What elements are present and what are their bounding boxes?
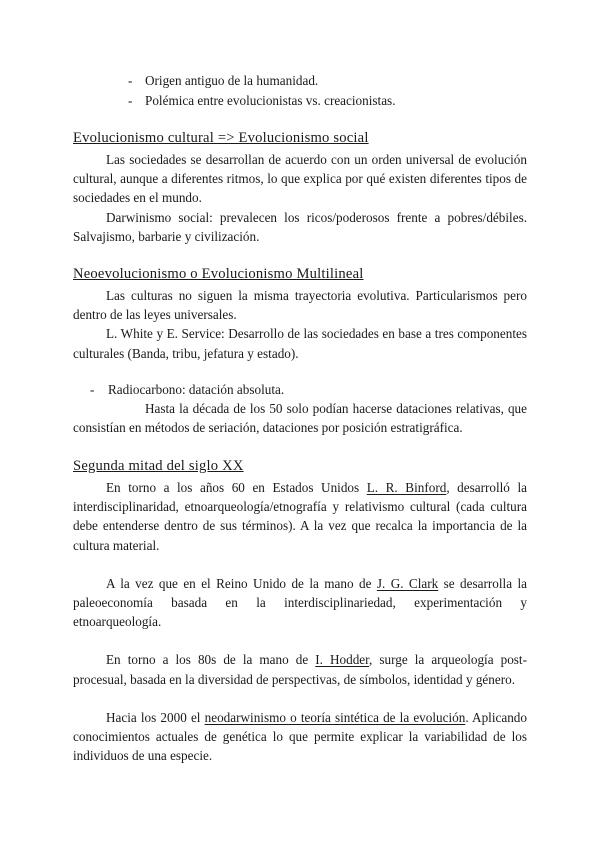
list-item: - Radiocarbono: datación absoluta. <box>73 380 527 399</box>
section-heading: Neoevolucionismo o Evolucionismo Multilineal <box>73 266 364 282</box>
bullet-dash: - <box>128 73 133 88</box>
section-heading: Segunda mitad del siglo XX <box>73 458 244 474</box>
author-link-clark: J. G. Clark <box>376 575 439 591</box>
paragraph: En torno a los 80s de la mano de I. Hodder, surge la arqueología post-procesual, basada en la diversidad de perspectivas, de símbolos, identidad y género. <box>73 652 527 687</box>
section-segunda-mitad <box>73 456 527 765</box>
paragraph: Las sociedades se desarrollan de acuerdo con un orden universal de evolución cultural, aunque a diferentes ritmos, lo que explica por qué existen diferentes tipos de sociedades en el mundo. <box>73 152 527 206</box>
section-evolucionismo-cultural <box>73 128 527 246</box>
list-item: - Origen antiguo de la humanidad. <box>128 71 396 91</box>
author-link-hodder: I. Hodder <box>315 652 370 668</box>
paragraph: Hacia los 2000 el neodarwinismo o teoría sintética de la evolución. Aplicando conocimientos actuales de genética lo que permite explicar la variabilidad de los individuos de una especie. <box>73 709 527 764</box>
paragraph: A la vez que en el Reino Unido de la mano de J. G. Clark se desarrolla la paleoeconomía basada en la interdisciplinariedad, experimentación y etnoarqueología. <box>73 575 527 630</box>
paragraph: En torno a los años 60 en Estados Unidos L. R. Binford, desarrolló la interdisciplinaridad, etnoarqueología/etnografía y relativismo cultural (cada cultura debe entenderse dentro de sus términos). A la vez que recalca la importancia de la cultura material. <box>73 480 527 553</box>
author-link-binford: L. R. Binford <box>366 480 447 495</box>
bullet-dash: - <box>128 93 133 108</box>
paragraph: Hasta la década de los 50 solo podían hacerse dataciones relativas, que consistían en métodos de seriación, dataciones por posición estratigráfica. <box>73 401 527 436</box>
section-neoevolucionismo <box>73 264 527 437</box>
paragraph: L. White y E. Service: Desarrollo de las sociedades en base a tres componentes culturales (Banda, tribu, jefatura y estado). <box>73 326 527 361</box>
top-bullet-list <box>128 71 396 111</box>
section-heading: Evolucionismo cultural => Evolucionismo social <box>73 130 369 146</box>
paragraph: Darwinismo social: prevalecen los ricos/poderosos frente a pobres/débiles. Salvajismo, barbarie y civilización. <box>73 209 527 244</box>
list-item: - Polémica entre evolucionistas vs. creacionistas. <box>128 91 396 111</box>
bullet-dash: - <box>90 381 95 397</box>
paragraph: Las culturas no siguen la misma trayectoria evolutiva. Particularismos pero dentro de las leyes universales. <box>73 288 527 323</box>
term-link-neodarwinismo: neodarwinismo o teoría sintética de la evolución <box>204 709 466 725</box>
